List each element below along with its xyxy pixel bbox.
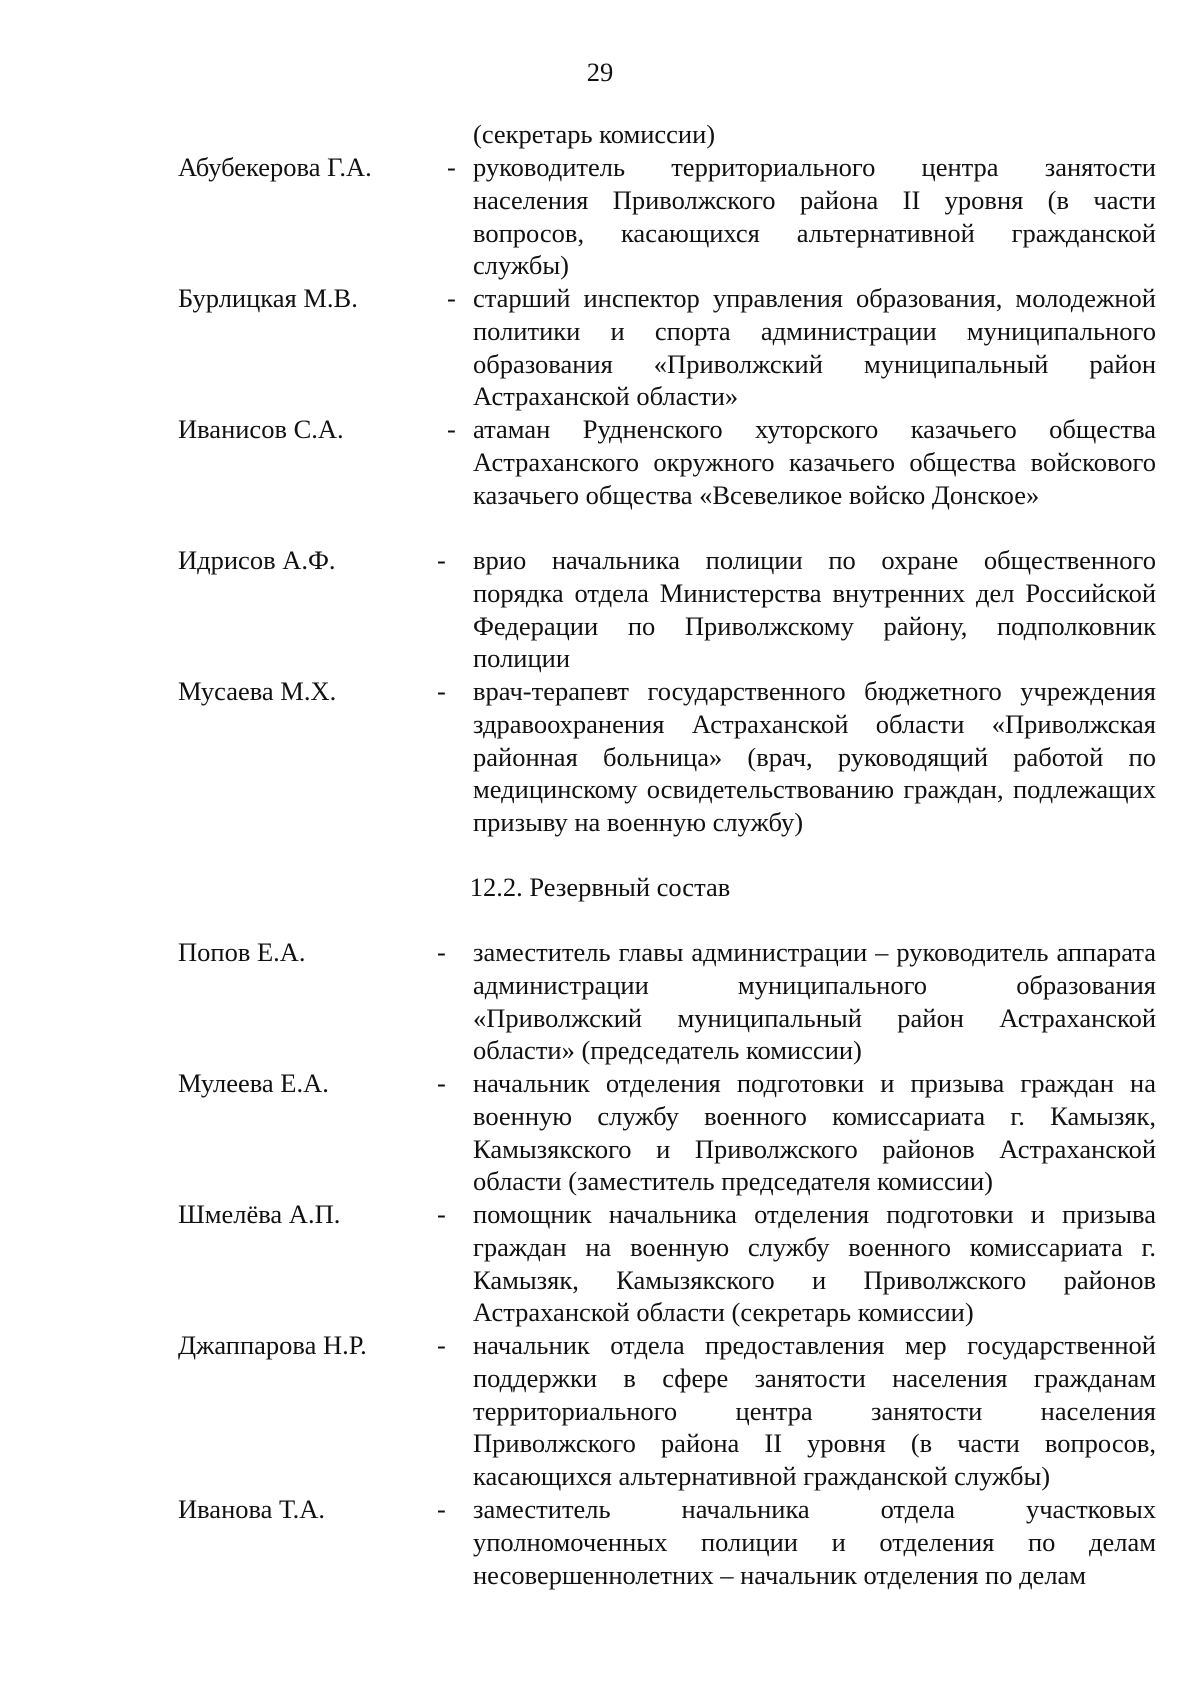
member-position: врач-терапевт государственного бюджетного учреждения здравоохранения Астраханской области «Приволжская районная больница» (врач, руководящий работой по медицинскому освидетельствованию граждан, подлежащих призыву на военную службу) bbox=[473, 676, 1156, 838]
member-dash: - bbox=[437, 1494, 446, 1524]
member-position: начальник отдела предоставления мер государственной поддержки в сфере занятости населения гражданам территориального центра занятости населения Приволжского района II уровня (в части вопросов, касающихся альтернативной гражданской службы) bbox=[473, 1330, 1156, 1492]
member-dash: - bbox=[437, 676, 446, 706]
member-position: начальник отделения подготовки и призыва граждан на военную службу военного комиссариата г. Камызяк, Камызякского и Приволжского районов Астраханской области (заместитель председателя комиссии) bbox=[473, 1068, 1156, 1197]
member-position: заместитель начальника отдела участковых уполномоченных полиции и отделения по делам несовершеннолетних – начальник отделения по делам bbox=[473, 1494, 1156, 1590]
member-name: Джаппарова Н.Р. bbox=[178, 1330, 367, 1360]
member-dash: - bbox=[437, 1068, 446, 1098]
member-name: Мусаева М.Х. bbox=[178, 676, 337, 706]
member-dash: - bbox=[447, 152, 456, 182]
member-name: Идрисов А.Ф. bbox=[178, 545, 336, 575]
member-position: врио начальника полиции по охране общественного порядка отдела Министерства внутренних дел Российской Федерации по Приволжскому району, подполковник полиции bbox=[473, 545, 1156, 674]
member-dash: - bbox=[437, 1330, 446, 1360]
member-position: старший инспектор управления образования, молодежной политики и спорта администрации муниципального образования «Приволжский муниципальный район Астраханской области» bbox=[473, 283, 1156, 412]
member-dash: - bbox=[437, 1199, 446, 1229]
member-dash: - bbox=[447, 283, 456, 313]
member-dash: - bbox=[437, 545, 446, 575]
member-name: Иванова Т.А. bbox=[178, 1494, 325, 1524]
member-position: заместитель главы администрации – руководитель аппарата администрации муниципального образования «Приволжский муниципальный район Астраханской области» (председатель комиссии) bbox=[473, 937, 1156, 1066]
member-dash: - bbox=[447, 414, 456, 444]
continuation-text: (секретарь комиссии) bbox=[473, 119, 716, 149]
member-position: руководитель территориального центра занятости населения Приволжского района II уровня (в части вопросов, касающихся альтернативной гражданской службы) bbox=[473, 152, 1156, 281]
member-name: Абубекерова Г.А. bbox=[178, 152, 372, 182]
member-name: Бурлицкая М.В. bbox=[178, 283, 358, 313]
member-name: Попов Е.А. bbox=[178, 937, 306, 967]
member-name: Шмелёва А.П. bbox=[178, 1199, 341, 1229]
member-position: помощник начальника отделения подготовки и призыва граждан на военную службу военного комиссариата г. Камызяк, Камызякского и Приволжского районов Астраханской области (секретарь комиссии) bbox=[473, 1199, 1156, 1328]
member-position: атаман Рудненского хуторского казачьего общества Астраханского окружного казачьего общества войскового казачьего общества «Всевеликое войско Донское» bbox=[473, 414, 1156, 510]
member-name: Иванисов С.А. bbox=[178, 414, 344, 444]
member-name: Мулеева Е.А. bbox=[178, 1068, 329, 1098]
member-dash: - bbox=[437, 937, 446, 967]
page-number: 29 bbox=[586, 57, 614, 87]
section-heading: 12.2. Резервный состав bbox=[469, 872, 731, 902]
